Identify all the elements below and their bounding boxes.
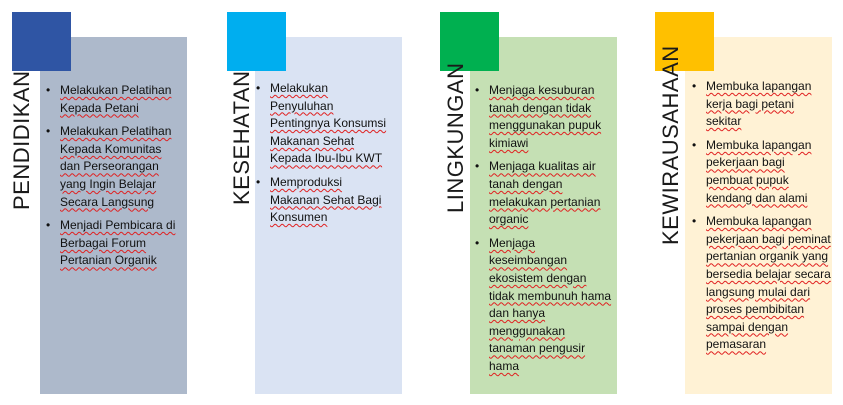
list-item-text: Melakukan Penyuluhan Pentingnya Konsumsi Makanan Sehat Kepada Ibu-Ibu KWT	[270, 81, 387, 166]
panel-title: LINGKUNGAN	[443, 62, 468, 213]
bullet-icon: •	[475, 235, 480, 250]
list-item	[46, 217, 184, 270]
bullet-icon: •	[475, 159, 480, 174]
list-item-text: Memproduksi Makanan Sehat Bagi Konsumen	[270, 174, 382, 225]
list-item	[256, 80, 394, 168]
list-item-text: Menjaga keseimbangan ekosistem dengan tidak membunuh hama dan hanya menggunakan tanaman pengusir hama	[489, 235, 612, 373]
panel-title: KEWIRAUSAHAAN	[658, 45, 683, 245]
list-item	[475, 235, 615, 376]
list-item-text: Melakukan Pelatihan Kepada Petani	[60, 83, 172, 115]
list-item	[46, 82, 184, 117]
bullet-icon: •	[692, 214, 697, 229]
item-list	[692, 78, 832, 360]
bullet-icon: •	[692, 79, 697, 93]
list-item-text: Melakukan Pelatihan Kepada Komunitas dan Perseorangan yang Ingin Belajar Secara Langsung	[60, 124, 172, 209]
bullet-icon: •	[256, 174, 261, 189]
bullet-icon: •	[46, 124, 51, 139]
item-list	[46, 82, 184, 276]
list-item	[475, 82, 615, 152]
bullet-icon: •	[692, 137, 697, 152]
list-item-text: Membuka lapangan kerja bagi petani sekitar	[706, 79, 812, 129]
list-item-text: Membuka lapangan pekerjaan bagi peminat pertanian organik yang bersedia belajar secara langsung mulai dari proses pembibitan sampai dengan pemasaran	[706, 214, 831, 352]
list-item-text: Menjaga kualitas air tanah dengan melakukan pertanian organic	[489, 159, 601, 227]
list-item	[692, 213, 832, 354]
list-item	[692, 78, 832, 131]
bullet-icon: •	[46, 218, 51, 233]
bullet-icon: •	[256, 81, 261, 95]
panel-title: PENDIDIKAN	[9, 70, 34, 210]
bullet-icon: •	[475, 83, 480, 97]
list-item	[256, 174, 394, 227]
list-item-text: Menjadi Pembicara di Berbagai Forum Pertanian Organik	[60, 218, 176, 268]
list-item-text: Menjaga kesuburan tanah dengan tidak menggunakan pupuk kimiawi	[489, 83, 602, 150]
accent-square	[227, 12, 286, 71]
accent-square	[12, 12, 71, 71]
list-item	[46, 123, 184, 211]
item-list	[256, 80, 394, 233]
list-item	[692, 137, 832, 207]
item-list	[475, 82, 615, 382]
list-item-text: Membuka lapangan pekerjaan bagi pembuat pupuk kendang dan alami	[706, 137, 812, 205]
panel-title: KESEHATAN	[229, 70, 254, 205]
list-item	[475, 158, 615, 228]
bullet-icon: •	[46, 83, 51, 97]
